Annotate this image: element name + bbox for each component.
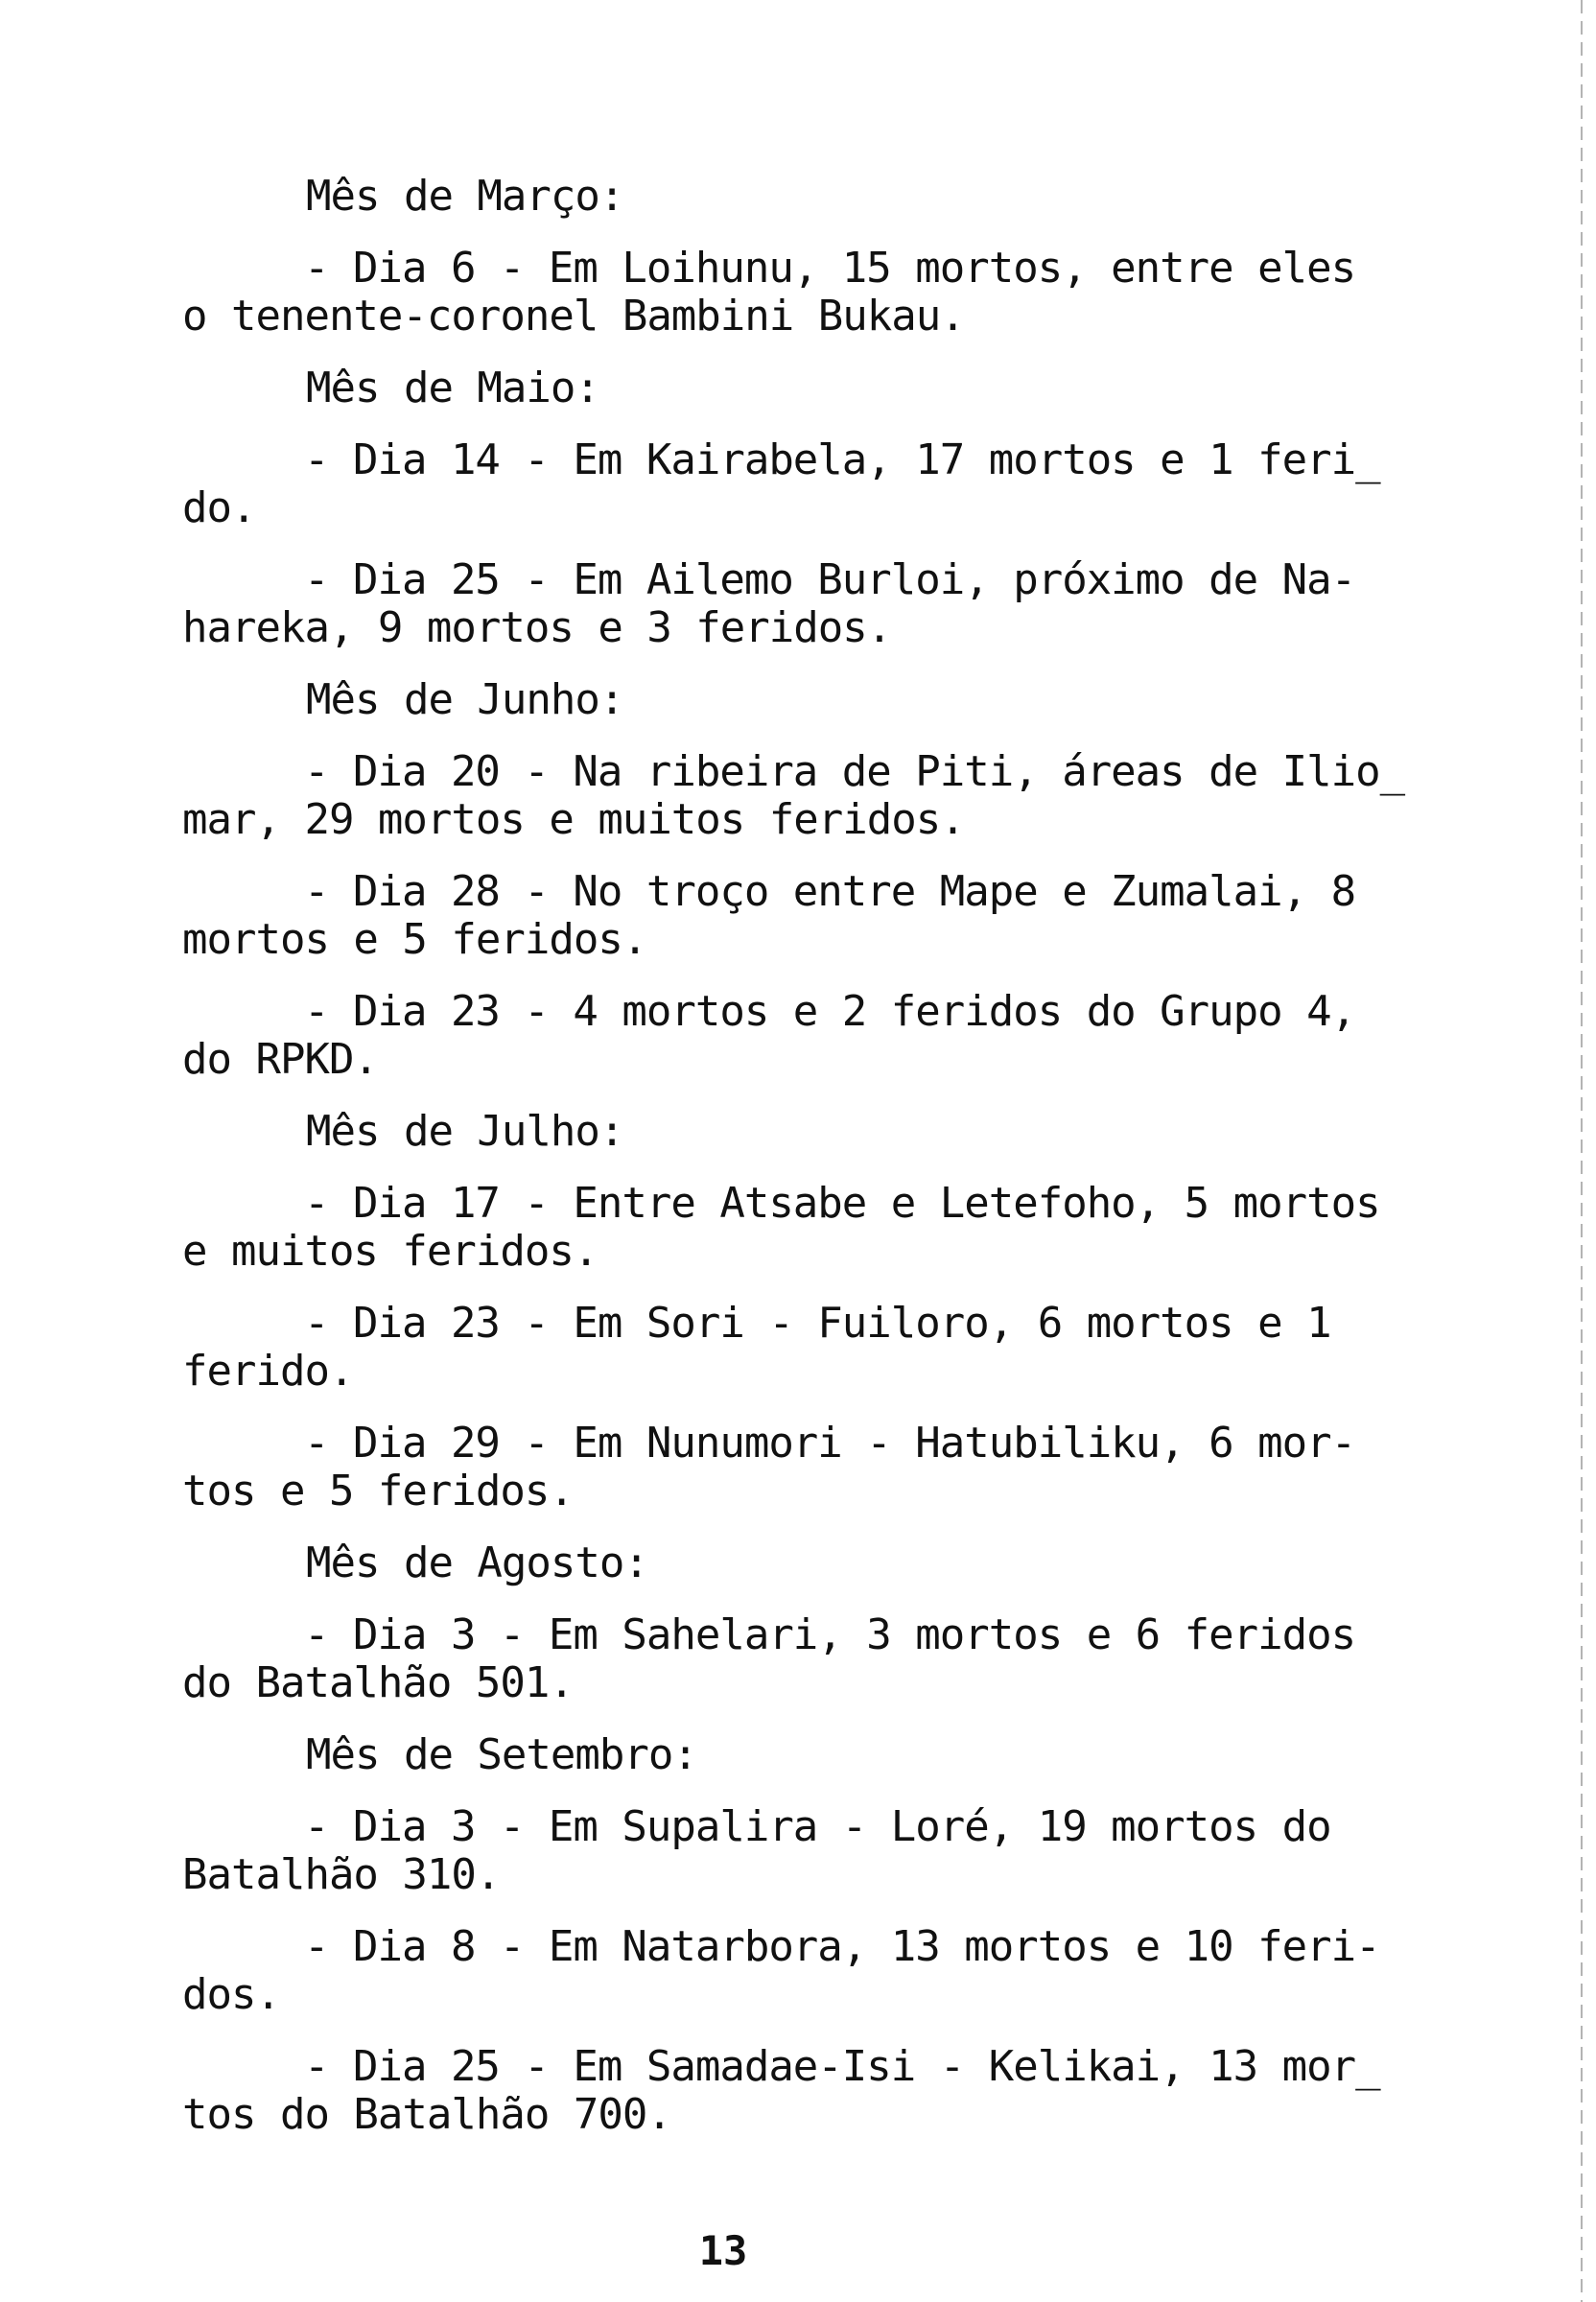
month-heading: Mês de Maio: [306, 364, 599, 412]
entry-line: do RPKD. [182, 1035, 378, 1084]
entry [182, 435, 1380, 532]
entry [182, 747, 1405, 844]
month-heading: Mês de Setembro: [306, 1730, 697, 1779]
entry [182, 2042, 1380, 2139]
entry-line: ferido. [182, 1347, 354, 1396]
entry-line: - Dia 14 - Em Kairabela, 17 mortos e 1 feri_ [304, 435, 1380, 484]
entry-line: mar, 29 mortos e muitos feridos. [182, 795, 965, 844]
entry-line: Batalhão 310. [182, 1850, 501, 1899]
entry [182, 1922, 1380, 2019]
entry-line: hareka, 9 mortos e 3 feridos. [182, 603, 892, 652]
entry-line: tos e 5 feridos. [182, 1467, 574, 1515]
entry-line: - Dia 25 - Em Samadae-Isi - Kelikai, 13 mor_ [304, 2042, 1380, 2091]
entry-line: tos do Batalhão 700. [182, 2090, 671, 2139]
entry-line: do Batalhão 501. [182, 1658, 574, 1707]
entry [182, 1179, 1380, 1276]
entry [182, 1300, 1372, 1396]
entry [182, 868, 1372, 964]
entry-line: - Dia 23 - 4 mortos e 2 feridos do Grupo 4, [304, 987, 1356, 1036]
month-heading: Mês de Junho: [306, 675, 624, 724]
page-edge-line [1581, 0, 1583, 2302]
casualty-list [182, 172, 1405, 2163]
month-heading: Mês de Julho: [306, 1107, 624, 1156]
entry [182, 988, 1372, 1084]
entry-line: - Dia 20 - Na ribeira de Piti, áreas de Ilio_ [304, 747, 1405, 796]
entry [182, 556, 1372, 652]
entry-line: do. [182, 483, 256, 532]
entry [182, 1611, 1372, 1707]
entry [182, 1803, 1372, 1899]
entry-line: - Dia 3 - Em Sahelari, 3 mortos e 6 feridos [304, 1610, 1356, 1659]
entry-line: - Dia 23 - Em Sori - Fuiloro, 6 mortos e 1 [304, 1299, 1331, 1348]
entry-line: - Dia 3 - Em Supalira - Loré, 19 mortos do [304, 1802, 1331, 1851]
entry-line: - Dia 6 - Em Loihunu, 15 mortos, entre eles [304, 244, 1356, 293]
entry [182, 1420, 1372, 1515]
entry [182, 245, 1372, 341]
entry-line: - Dia 29 - Em Nunumori - Hatubiliku, 6 mor- [304, 1419, 1356, 1468]
entry-line: dos. [182, 1970, 280, 2019]
month-heading: Mês de Agosto: [306, 1539, 648, 1587]
entry-line: e muitos feridos. [182, 1227, 598, 1276]
entry-line: - Dia 8 - Em Natarbora, 13 mortos e 10 feri- [304, 1922, 1380, 1971]
entry-line: o tenente-coronel Bambini Bukau. [182, 292, 965, 341]
entry-line: - Dia 25 - Em Ailemo Burloi, próximo de Na- [304, 555, 1356, 604]
entry-line: mortos e 5 feridos. [182, 915, 647, 964]
page-number: 13 [698, 2227, 748, 2274]
month-heading: Mês de Março: [306, 172, 624, 221]
entry-line: - Dia 28 - No troço entre Mape e Zumalai, 8 [304, 867, 1356, 916]
entry-line: - Dia 17 - Entre Atsabe e Letefoho, 5 mortos [304, 1179, 1380, 1228]
